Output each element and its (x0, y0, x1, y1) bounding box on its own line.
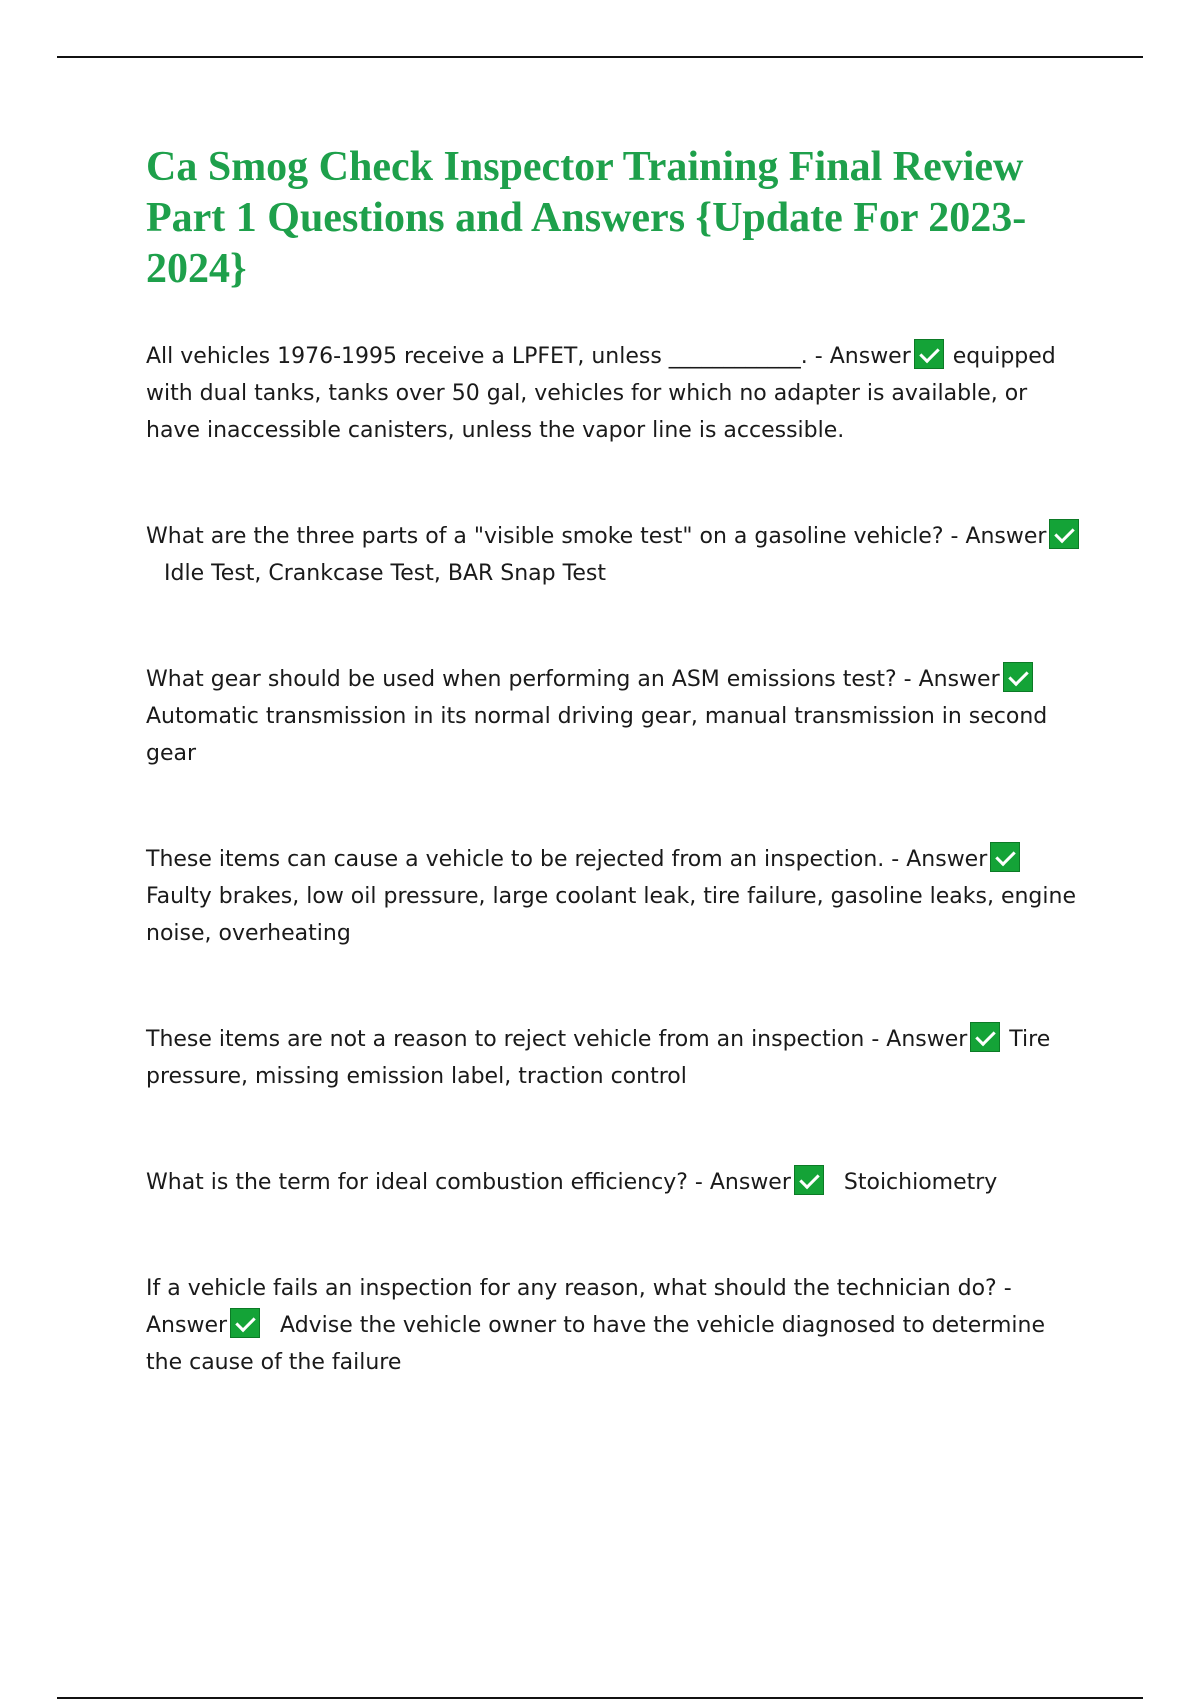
green-checkmark-icon (970, 1022, 1000, 1052)
question-text: These items can cause a vehicle to be rejected from an inspection. - (146, 847, 900, 872)
answer-text: Automatic transmission in its normal driving gear, manual transmission in second gear (146, 704, 1048, 766)
green-checkmark-icon (1003, 662, 1033, 692)
green-checkmark-icon (794, 1165, 824, 1195)
qa-item-6 (146, 1164, 1086, 1201)
green-checkmark-icon (230, 1308, 260, 1338)
answer-text: equipped with dual tanks, tanks over 50 gal, vehicles for which no adapter is available, or have inaccessible canisters, unless the vapor line is accessible. (146, 344, 1056, 443)
qa-item-7 (146, 1270, 1086, 1381)
question-text: What gear should be used when performing an ASM emissions test? - (146, 667, 912, 692)
answer-text: Advise the vehicle owner to have the vehicle diagnosed to determine the cause of the failure (146, 1313, 1045, 1375)
question-text: If a vehicle fails an inspection for any reason, what should the technician do? - (146, 1276, 1012, 1301)
green-checkmark-icon (914, 339, 944, 369)
qa-item-3 (146, 661, 1086, 772)
question-text: What are the three parts of a "visible smoke test" on a gasoline vehicle? - (146, 524, 959, 549)
green-checkmark-icon (1049, 519, 1079, 549)
answer-text: Tire pressure, missing emission label, traction control (146, 1027, 1051, 1089)
qa-item-2 (146, 518, 1086, 592)
qa-item-4 (146, 841, 1086, 952)
answer-text: Stoichiometry (843, 1170, 998, 1195)
answer-text: Idle Test, Crankcase Test, BAR Snap Test (164, 561, 606, 586)
answer-label: Answer (886, 1027, 968, 1052)
green-checkmark-icon (990, 842, 1020, 872)
answer-label: Answer (146, 1313, 228, 1338)
question-text: These items are not a reason to reject vehicle from an inspection - (146, 1027, 880, 1052)
question-text: What is the term for ideal combustion efficiency? - (146, 1170, 703, 1195)
answer-label: Answer (965, 524, 1047, 549)
header-rule (57, 56, 1143, 58)
answer-label: Answer (829, 344, 911, 369)
footer-rule (57, 1697, 1143, 1699)
question-text: All vehicles 1976-1995 receive a LPFET, unless ____________. - (146, 344, 823, 369)
answer-text: Faulty brakes, low oil pressure, large coolant leak, tire failure, gasoline leaks, engine noise, overheating (146, 884, 1076, 946)
document-title: Ca Smog Check Inspector Training Final Review Part 1 Questions and Answers {Update For 2023-2024} (146, 144, 1027, 292)
qa-item-1 (146, 338, 1086, 449)
answer-label: Answer (918, 667, 1000, 692)
answer-label: Answer (709, 1170, 791, 1195)
qa-item-5 (146, 1021, 1086, 1095)
document-body (146, 142, 1086, 1381)
answer-label: Answer (906, 847, 988, 872)
